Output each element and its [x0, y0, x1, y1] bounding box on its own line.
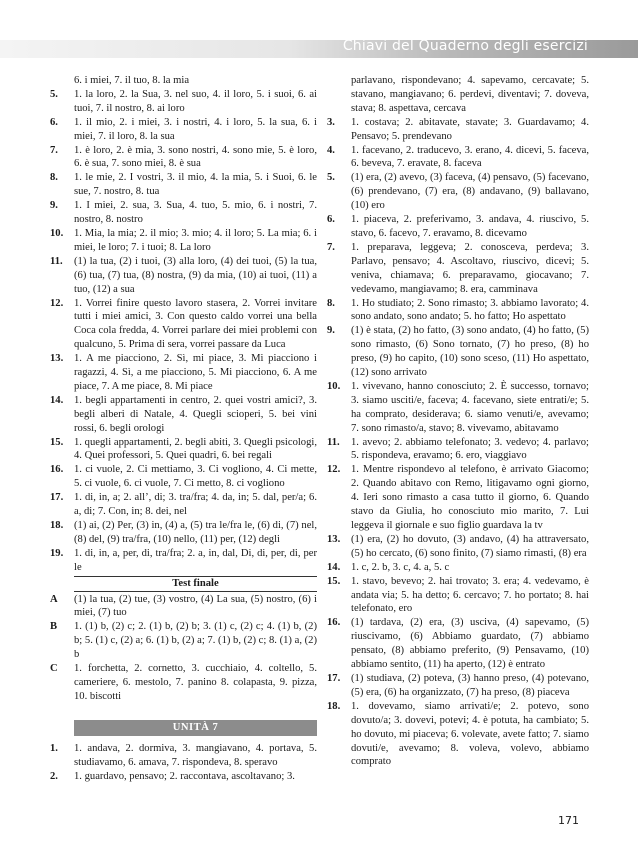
entry-text: 1. andava, 2. dormiva, 3. mangiavano, 4. portava, 5. studiavamo, 6. amava, 7. rispondeva, 8. speravo — [74, 742, 317, 768]
entry-number: A — [50, 593, 58, 605]
answer-entry — [50, 394, 317, 436]
entry-number: B — [50, 621, 58, 633]
answer-entry — [50, 593, 317, 621]
entry-number: 17. — [327, 672, 341, 684]
answer-entry — [50, 519, 317, 547]
entry-text: 1. ci vuole, 2. Ci mettiamo, 3. Ci vogliono, 4. Ci mette, 5. ci vuole, 6. ci vuole, 7. Ci metto, 8. ci vogliono — [74, 464, 317, 490]
entry-text: 1. preparava, leggeva; 2. conosceva, perdeva; 3. Parlavo, pensavo; 4. Ascoltavo, riuscivo, dicevi; 5. veniva, chiamava; 6. preparavamo, giocavano; 7. vedevamo, mangiavamo; 8. era, camminava — [351, 241, 589, 295]
entry-text: 1. dovevamo, siamo arrivati/e; 2. potevo, sono dovuto/a; 3. dovevi, potevi; 4. è potuta, ha cambiato; 5. ho dovuto, mi piaceva; 6. volevate, avete fatto; 7. siamo dovuti/e, avevamo; 8. voleva, volevo, abbiamo comprato — [351, 700, 589, 768]
entry-number: 12. — [327, 464, 341, 476]
answer-entry — [50, 436, 317, 464]
entry-number: 14. — [327, 561, 341, 573]
entry-text: 1. stavo, bevevo; 2. hai trovato; 3. era; 4. vedevamo, è andata via; 5. ha detto; 6. cercavo; 7. ho portato; 8. hai telefonato, ero — [351, 575, 589, 615]
answer-entry — [327, 241, 589, 297]
answer-entry — [327, 672, 589, 700]
entry-number: 11. — [327, 436, 340, 448]
entry-number: 5. — [50, 88, 58, 100]
entry-number: 7. — [327, 241, 335, 253]
entry-number: 6. — [50, 116, 58, 128]
entry-number: 15. — [50, 436, 64, 448]
entry-number: 10. — [327, 380, 341, 392]
entry-text: 1. Vorrei finire questo lavoro stasera, 2. Vorrei invitare tutti i miei amici, 3. Con questo caldo vorrei una bella Coca cola fredda, 4. Vorrei parlare dei miei problemi con qualcuno, 5. Prima di sera, vorrei passare da Luca — [74, 297, 317, 351]
header-band — [0, 0, 638, 58]
answer-entry — [327, 297, 589, 325]
left-entries-b — [50, 593, 317, 704]
entry-number: 1. — [50, 742, 58, 754]
entry-text: (1) è stata, (2) ho fatto, (3) sono andato, (4) ho fatto, (5) sono rimasto, (6) Sono tornato, (7) ho preso, (8) ho preso, (9) ho capito, (10) sono sceso, (11) Ho aspettato, (12) sono arrivato — [351, 325, 589, 379]
entry-text: 1. guardavo, pensavo; 2. raccontava, ascoltavano; 3. — [74, 770, 295, 782]
entry-number: 3. — [327, 116, 335, 128]
answer-entry — [50, 88, 317, 116]
entry-text: 1. c, 2. b, 3. c, 4. a, 5. c — [351, 561, 450, 573]
entry-number: 5. — [327, 172, 335, 184]
answer-entry — [50, 491, 317, 519]
right-top-continuation: parlavano, rispondevano; 4. sapevamo, cercavate; 5. stavano, mangiavano; 6. perdevi, diventavi; 7. doveva, stava; 8. aspettava, cercava — [351, 75, 589, 114]
test-finale-heading: Test finale — [74, 576, 317, 592]
answer-entry — [327, 171, 589, 213]
entry-number: 16. — [327, 617, 341, 629]
left-top-continuation: 6. i miei, 7. il tuo, 8. la mia — [74, 75, 190, 86]
entry-number: 13. — [50, 353, 64, 365]
answer-entry — [327, 616, 589, 672]
entry-number: 16. — [50, 464, 64, 476]
left-entries-a — [50, 88, 317, 575]
entry-text: 1. le mie, 2. I vostri, 3. il mio, 4. la mia, 5. i Suoi, 6. le sue, 7. nostro, 8. tua — [74, 172, 317, 198]
left-column — [50, 74, 317, 784]
entry-number: 10. — [50, 227, 64, 239]
entry-text: (1) ai, (2) Per, (3) in, (4) a, (5) tra le/fra le, (6) di, (7) nel, (8) del, (9) tra/fra, (10) nello, (11) per, (12) degli — [74, 520, 317, 545]
unit-heading: UNITÀ 7 — [74, 720, 317, 736]
entry-text: 1. quegli appartamenti, 2. begli abiti, 3. Quegli psicologi, 4. Quei professori, 5. Quei quadri, 6. bei regali — [74, 436, 317, 462]
entry-text: (1) tardava, (2) era, (3) usciva, (4) sapevamo, (5) riuscivamo, (6) Abbiamo guardato, (7) abbiamo pensato, (8) abbiamo preferito, (9) Pensavamo, (10) abbiamo sentito, (11) ha aperto, (12) è entrato — [351, 617, 589, 671]
answer-entry — [327, 213, 589, 241]
entry-number: 14. — [50, 394, 64, 406]
entry-number: 7. — [50, 144, 58, 156]
entry-number: 2. — [50, 770, 58, 782]
answer-entry — [327, 144, 589, 172]
entry-number: 11. — [50, 255, 63, 267]
answer-entry — [50, 620, 317, 662]
answer-entry — [50, 547, 317, 575]
answer-entry — [327, 700, 589, 770]
entry-text: 1. begli appartamenti in centro, 2. quei vostri amici?, 3. begli alberi di Natale, 4. Quegli scioperi, 5. bei vini rossi, 6. begli orologi — [74, 394, 317, 434]
entry-text: (1) studiava, (2) poteva, (3) hanno preso, (4) potevano, (5) era, (6) ha organizzato, (7) ha preso, (8) piaceva — [351, 672, 589, 698]
entry-number: 19. — [50, 547, 64, 559]
entry-text: 1. Mia, la mia; 2. il mio; 3. mio; 4. il loro; 5. La mia; 6. i miei, le loro; 7. i tuoi; 8. La loro — [74, 227, 317, 253]
entry-number: 18. — [327, 700, 341, 712]
entry-number: 15. — [327, 575, 341, 587]
entry-number: 6. — [327, 214, 335, 226]
entry-text: 1. Ho studiato; 2. Sono rimasto; 3. abbiamo lavorato; 4. sono andato, sono andato; 5. ho fatto; Ho aspettato — [351, 297, 589, 323]
answer-entry — [327, 116, 589, 144]
answer-entry — [50, 144, 317, 172]
answer-entry — [50, 297, 317, 353]
entry-text: 1. A me piacciono, 2. Sì, mi piace, 3. Mi piacciono i ragazzi, 4. Sì, a me piacciono, 5. Mi piacciono, 6. A me piace, 7. A me piace, 8. Mi piace — [74, 353, 317, 392]
entry-text: 1. I miei, 2. sua, 3. Sua, 4. tuo, 5. mio, 6. i nostri, 7. nostro, 8. nostro — [74, 200, 317, 226]
answer-entry — [50, 770, 317, 784]
answer-entry — [327, 533, 589, 561]
answer-entry — [50, 463, 317, 491]
entry-text: (1) la tua, (2) i tuoi, (3) alla loro, (4) dei tuoi, (5) la tua, (6) tua, (7) tua, (8) nostra, (9) da mia, (10) ai tuoi, (11) a tuo, (12) a sua — [74, 255, 317, 295]
entry-number: 12. — [50, 297, 64, 309]
answer-entry — [50, 227, 317, 255]
answer-entry — [50, 255, 317, 297]
entry-text: 1. la loro, 2. la Sua, 3. nel suo, 4. il loro, 5. i suoi, 6. ai tuoi, 7. il nostro, 8. ai loro — [74, 88, 317, 114]
answer-entry — [50, 171, 317, 199]
answer-entry — [327, 436, 589, 464]
entry-text: 1. Mentre rispondevo al telefono, è arrivato Giacomo; 2. Quando abitavo con Remo, litigavamo ogni giorno, 4. Ieri sono rimasto a casa tutto il giorno, 6. Quando stavo da Giulia, ho conosciuto mio marito, 7. Lui leggeva il giornale e suo figlio guardava la tv — [351, 464, 589, 531]
entry-number: 17. — [50, 492, 64, 504]
entry-text: (1) era, (2) ho dovuto, (3) andavo, (4) ha attraversato, (5) ho cercato, (6) sono finito, (7) siamo rimasti, (8) era — [351, 533, 589, 559]
entry-text: 1. il mio, 2. i miei, 3. i nostri, 4. i loro, 5. la sua, 6. i miei, 7. il loro, 8. la sua — [74, 116, 317, 142]
answer-entry — [327, 380, 589, 436]
entry-number: 8. — [327, 297, 335, 309]
entry-text: 1. è loro, 2. è mia, 3. sono nostri, 4. sono mie, 5. è loro, 6. è sua, 7. sono miei, 8. è sua — [74, 144, 317, 170]
entry-number: 18. — [50, 520, 64, 531]
answer-entry — [50, 199, 317, 227]
entry-text: 1. di, in, a; 2. all’, di; 3. tra/fra; 4. da, in; 5. dal, per/a; 6. a, di; 7. Con, in; 8. dei, nel — [74, 492, 317, 518]
right-column — [327, 74, 589, 769]
entry-text: 1. (1) b, (2) c; 2. (1) b, (2) b; 3. (1) c, (2) c; 4. (1) b, (2) b; 5. (1) c, (2) a; 6. (1) b, (2) a; 7. (1) b, (2) c; 8. (1) a, (2) b — [74, 621, 317, 661]
entry-number: 13. — [327, 533, 341, 545]
entry-number: 9. — [50, 200, 58, 212]
header-top — [0, 0, 638, 26]
right-entries — [327, 116, 589, 770]
answer-entry — [327, 561, 589, 575]
entry-text: 1. piaceva, 2. preferivamo, 3. andava, 4. riuscivo, 5. stavo, 6. facevo, 7. eravamo, 8. dicevamo — [351, 214, 589, 239]
entry-text: 1. costava; 2. abitavate, stavate; 3. Guardavamo; 4. Pensavo; 5. prendevano — [351, 116, 589, 142]
header-title: Chiavi del Quaderno degli esercizi — [342, 38, 588, 54]
entry-text: (1) era, (2) avevo, (3) faceva, (4) pensavo, (5) facevano, (6) prendevano, (7) era, (8) andavano, (9) ballavano, (10) ero — [351, 172, 589, 212]
entry-number: 4. — [327, 144, 335, 156]
entry-number: 9. — [327, 325, 335, 337]
answer-entry — [50, 352, 317, 394]
entry-text: 1. di, in, a, per, di, tra/fra; 2. a, in, dal, Di, di, per, di, per le — [74, 547, 317, 573]
answer-entry — [327, 324, 589, 380]
entry-number: C — [50, 663, 58, 675]
entry-number: 8. — [50, 172, 58, 184]
answer-entry — [327, 575, 589, 617]
page-number: 171 — [558, 814, 579, 827]
left-entries-c — [50, 742, 317, 784]
entry-text: 1. forchetta, 2. cornetto, 3. cucchiaio, 4. coltello, 5. cameriere, 6. mestolo, 7. panino 8. colapasta, 9. pizza, 10. biscotti — [74, 663, 317, 702]
entry-text: (1) la tua, (2) tue, (3) vostro, (4) La sua, (5) nostro, (6) i miei, (7) tuo — [74, 593, 317, 619]
answer-entry — [50, 742, 317, 770]
answer-entry — [50, 662, 317, 704]
answer-entry — [327, 463, 589, 533]
entry-text: 1. vivevano, hanno conosciuto; 2. È successo, tornavo; 3. siamo usciti/e, faceva; 4. facevano, siete entrati/e; 5. ha comprato, desiderava; 6. siamo venuti/e, avevamo; 7. sono rimasto/a, stavo; 8. vivevamo, abitavamo — [351, 380, 589, 434]
entry-text: 1. avevo; 2. abbiamo telefonato; 3. vedevo; 4. parlavo; 5. rispondeva, eravamo; 6. ero, viaggiavo — [351, 436, 589, 462]
answer-entry — [50, 116, 317, 144]
entry-text: 1. facevano, 2. traducevo, 3. erano, 4. dicevi, 5. faceva, 6. beveva, 7. eravate, 8. faceva — [351, 144, 589, 170]
